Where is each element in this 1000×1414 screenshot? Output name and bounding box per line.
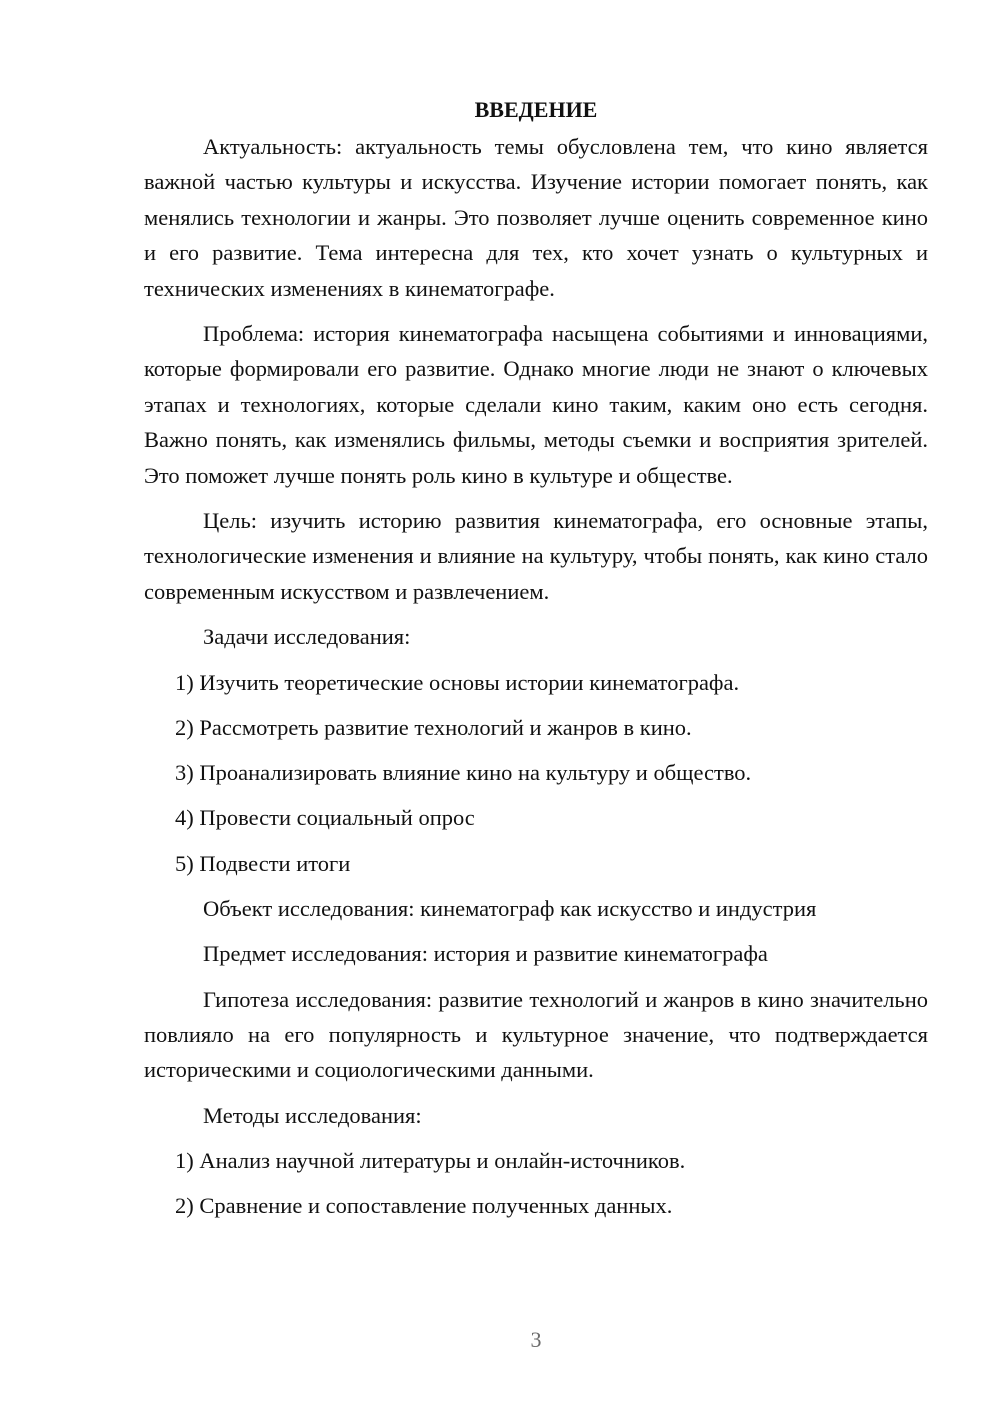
list-item: 2) Сравнение и сопоставление полученных данных. xyxy=(175,1193,673,1219)
list-item: 4) Провести социальный опрос xyxy=(175,805,475,831)
relevance-paragraph: Актуальность: актуальность темы обусловлена тем, что кино является важной частью культуры и искусства. Изучение истории помогает понять, как менялись технологии и жанры. Это позволяет лучше оценить современное кино и его развитие. Тема интересна для тех, кто хочет узнать о культурных и технических изменениях в кинематографе. xyxy=(144,134,928,301)
methods-list xyxy=(144,1143,928,1224)
list-item: 1) Изучить теоретические основы истории кинематографа. xyxy=(175,669,740,695)
page-number: 3 xyxy=(530,1327,542,1352)
section-title: ВВЕДЕНИЕ xyxy=(474,97,598,122)
list-item: 1) Анализ научной литературы и онлайн-источников. xyxy=(175,1148,686,1174)
methods-label: Методы исследования: xyxy=(203,1102,422,1128)
problem-paragraph: Проблема: история кинематографа насыщена событиями и инновациями, которые формировали его развитие. Однако многие люди не знают о ключевых этапах и технологиях, которые сделали кино таким, каким оно есть сегодня. Важно понять, как изменялись фильмы, методы съемки и восприятия зрителей. Это поможет лучше понять роль кино в культуре и обществе. xyxy=(144,321,928,488)
tasks-list xyxy=(144,665,928,881)
document-page xyxy=(144,92,928,1234)
goal-paragraph: Цель: изучить историю развития кинематографа, его основные этапы, технологические изменения и влияние на культуру, чтобы понять, как кино стало современным искусством и развлечением. xyxy=(144,508,928,604)
research-object: Объект исследования: кинематограф как искусство и индустрия xyxy=(203,895,817,921)
tasks-label: Задачи исследования: xyxy=(203,624,411,650)
research-subject: Предмет исследования: история и развитие кинематографа xyxy=(203,941,768,967)
list-item: 2) Рассмотреть развитие технологий и жанров в кино. xyxy=(175,714,692,740)
list-item: 5) Подвести итоги xyxy=(175,850,351,876)
list-item: 3) Проанализировать влияние кино на культуру и общество. xyxy=(175,760,752,786)
hypothesis-paragraph: Гипотеза исследования: развитие технологий и жанров в кино значительно повлияло на его популярность и культурное значение, что подтверждается историческими и социологическими данными. xyxy=(144,986,928,1083)
